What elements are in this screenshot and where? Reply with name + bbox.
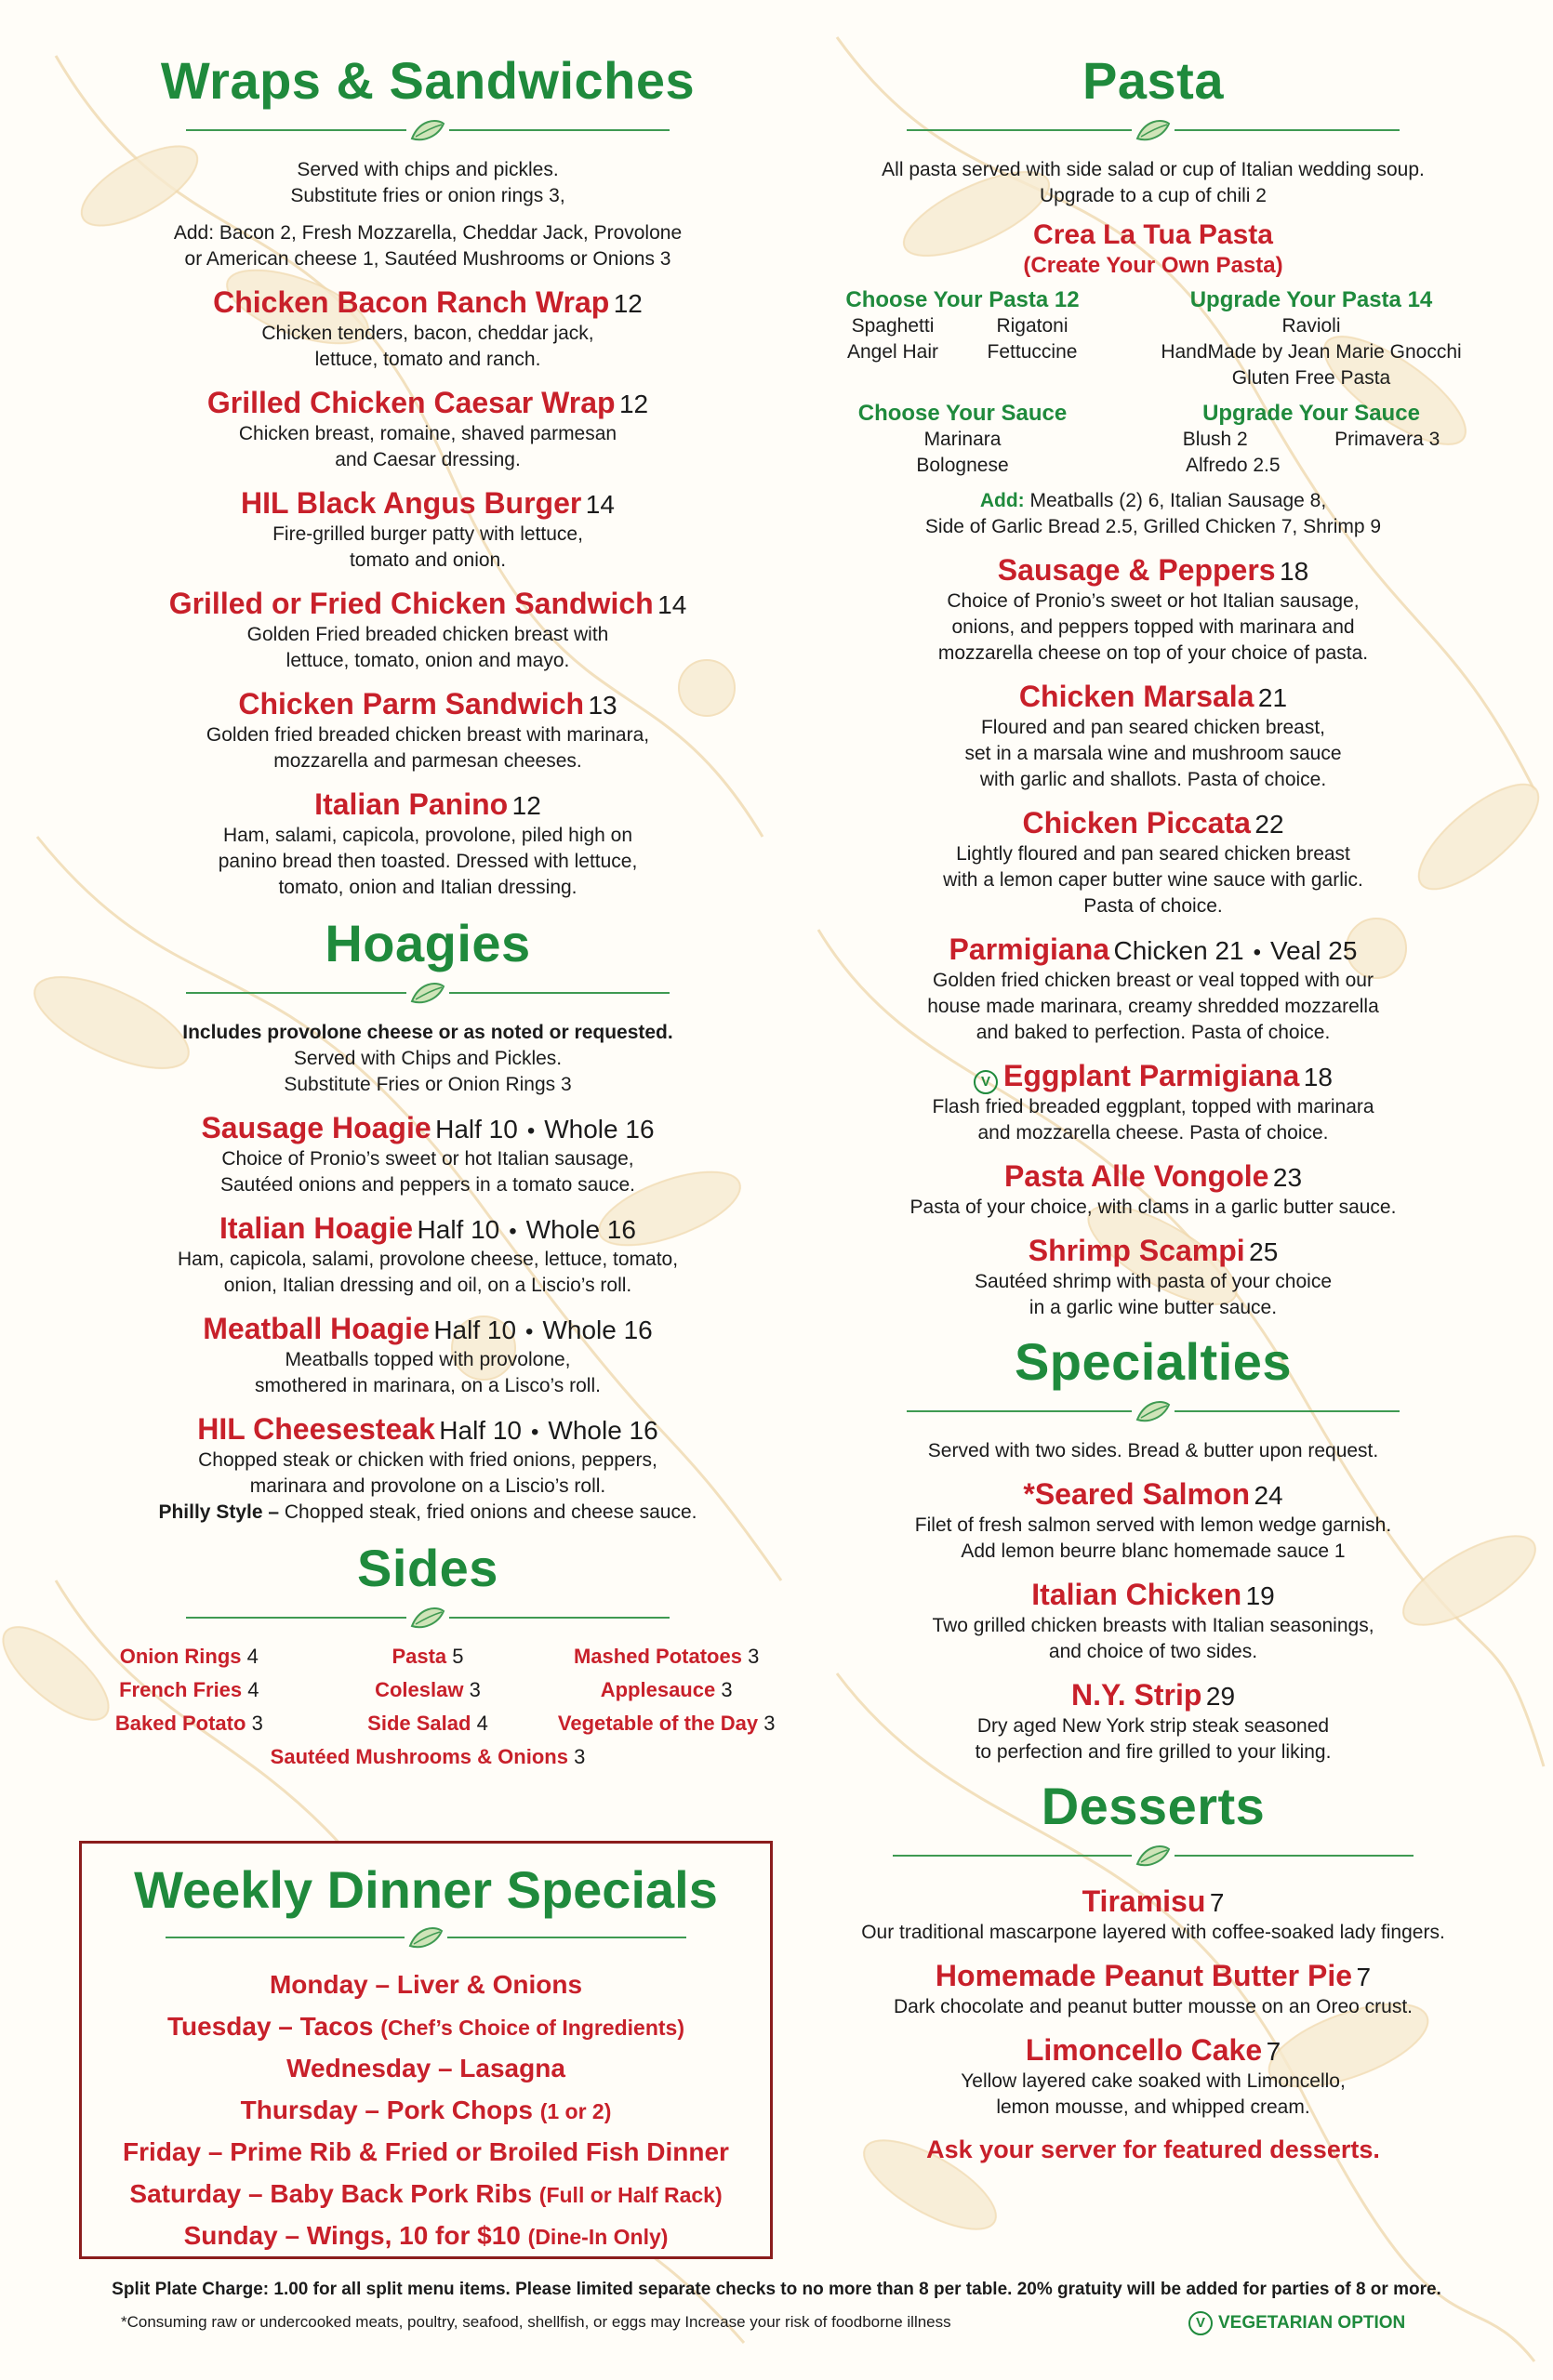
- menu-item: [70, 585, 786, 674]
- side-name: Side Salad: [367, 1712, 471, 1735]
- item-price: 12: [613, 289, 643, 318]
- side-name: Sautéed Mushrooms & Onions: [270, 1745, 568, 1768]
- menu-item: [823, 1157, 1483, 1221]
- side-name: Applesauce: [600, 1678, 716, 1701]
- item-desc: to perfection and fire grilled to your liking.: [975, 1741, 1332, 1763]
- vegetarian-label: VEGETARIAN OPTION: [1218, 2313, 1406, 2334]
- item-desc: Flash fried breaded eggplant, topped with marinara: [932, 1096, 1374, 1117]
- menu-item: [823, 1475, 1483, 1565]
- section-title-sides: Sides: [357, 1539, 498, 1597]
- wraps-section: [70, 51, 786, 901]
- weekly-day-note: (Dine-In Only): [527, 2225, 669, 2249]
- item-desc: Chicken tenders, bacon, cheddar jack,: [261, 323, 594, 344]
- item-desc: with garlic and shallots. Pasta of choice.: [979, 769, 1327, 790]
- upgrade-sauce-heading: Upgrade Your Sauce: [1202, 401, 1420, 426]
- item-desc: Choice of Pronio’s sweet or hot Italian sausage,: [947, 590, 1360, 612]
- weekly-day-main: Wednesday – Lasagna: [286, 2054, 565, 2082]
- pasta-section: [823, 51, 1483, 1321]
- sides-section: [70, 1539, 786, 1769]
- item-desc: set in a marsala wine and mushroom sauce: [964, 743, 1342, 764]
- weekly-day-main: Friday – Prime Rib & Fried or Broiled Fish Dinner: [123, 2137, 729, 2166]
- item-desc: Filet of fresh salmon served with lemon wedge garnish.: [914, 1514, 1392, 1536]
- item-desc: mozzarella and parmesan cheeses.: [273, 750, 582, 772]
- weekly-day-main: Sunday – Wings, 10 for $10: [183, 2221, 528, 2250]
- item-desc: and baked to perfection. Pasta of choice.: [976, 1022, 1331, 1043]
- bullet-separator: •: [509, 1219, 517, 1244]
- sides-grid: [70, 1645, 786, 1736]
- item-desc: Choice of Pronio’s sweet or hot Italian sausage,: [221, 1148, 634, 1170]
- item-desc: Lightly floured and pan seared chicken breast: [956, 843, 1350, 865]
- weekly-day-note: (1 or 2): [539, 2099, 612, 2123]
- sauce-option: Alfredo 2.5: [1186, 455, 1281, 476]
- item-price: 7: [1356, 1963, 1372, 1991]
- item-price: 29: [1205, 1682, 1236, 1711]
- leaf-icon: [406, 114, 449, 146]
- crea-subtitle: (Create Your Own Pasta): [1023, 253, 1283, 278]
- item-desc: tomato, onion and Italian dressing.: [278, 877, 577, 898]
- item-desc: smothered in marinara, on a Lisco’s roll.: [255, 1375, 601, 1396]
- specialties-section: [823, 1332, 1483, 1765]
- item-name: Eggplant Parmigiana: [1003, 1059, 1300, 1092]
- item-price-whole: Whole 16: [525, 1215, 636, 1244]
- item-price: 19: [1245, 1581, 1275, 1610]
- item-desc: Golden Fried breaded chicken breast with: [246, 624, 609, 645]
- choose-pasta-heading: Choose Your Pasta 12: [845, 287, 1080, 312]
- leaf-icon: [1132, 1840, 1175, 1871]
- desserts-note: Ask your server for featured desserts.: [926, 2135, 1380, 2163]
- item-price: 7: [1209, 1888, 1225, 1917]
- menu-item: [823, 1576, 1483, 1665]
- item-desc: Add lemon beurre blanc homemade sauce 1: [961, 1540, 1346, 1562]
- weekly-day-main: Tuesday – Tacos: [167, 2012, 381, 2041]
- section-title-wraps: Wraps & Sandwiches: [160, 51, 696, 110]
- item-name: Homemade Peanut Butter Pie: [935, 1959, 1353, 1992]
- pasta-option: Gluten Free Pasta: [1231, 367, 1391, 389]
- leaf-icon: [406, 1602, 449, 1633]
- item-name: Chicken Marsala: [1018, 680, 1254, 713]
- item-price-veal: Veal 25: [1270, 936, 1358, 965]
- philly-style-text: Chopped steak, fried onions and cheese sauce.: [279, 1501, 697, 1523]
- item-name: Chicken Piccata: [1022, 806, 1251, 840]
- vegetarian-icon: V: [1188, 2311, 1213, 2335]
- weekly-day: [82, 2006, 770, 2048]
- side-item: [70, 1678, 309, 1702]
- hoagies-intro-3: Substitute Fries or Onion Rings 3: [284, 1074, 572, 1095]
- side-item: [70, 1645, 309, 1669]
- side-item: [547, 1645, 786, 1669]
- philly-style-label: Philly Style –: [158, 1501, 280, 1523]
- sauce-option: Primavera 3: [1334, 429, 1440, 450]
- item-name: Grilled or Fried Chicken Sandwich: [168, 587, 654, 620]
- item-desc: Pasta of your choice, with clams in a garlic butter sauce.: [909, 1197, 1397, 1218]
- item-name: Italian Panino: [314, 787, 509, 821]
- pasta-option: Fettuccine: [987, 341, 1078, 363]
- item-desc: onions, and peppers topped with marinara and: [951, 616, 1355, 638]
- item-name: HIL Cheesesteak: [197, 1412, 435, 1446]
- menu-item: [823, 1232, 1483, 1321]
- item-desc: Dark chocolate and peanut butter mousse on an Oreo crust.: [894, 1996, 1413, 2017]
- item-desc: Chopped steak or chicken with fried onions, peppers,: [198, 1449, 657, 1471]
- right-column: [823, 51, 1483, 2164]
- item-name: Sausage & Peppers: [997, 553, 1276, 587]
- item-desc: tomato and onion.: [349, 549, 507, 571]
- item-desc: Our traditional mascarpone layered with coffee-soaked lady fingers.: [861, 1922, 1445, 1943]
- addons-text-2: Side of Garlic Bread 2.5, Grilled Chicken 7, Shrimp 9: [924, 516, 1382, 537]
- item-price: 14: [657, 590, 687, 619]
- menu-item: [70, 384, 786, 473]
- item-price: 21: [1257, 683, 1288, 712]
- menu-item: [70, 685, 786, 774]
- item-desc: lettuce, tomato, onion and mayo.: [285, 650, 570, 671]
- side-item: [547, 1712, 786, 1736]
- section-title-pasta: Pasta: [1082, 51, 1224, 110]
- leaf-icon: [1132, 1395, 1175, 1427]
- left-column: [70, 51, 786, 1769]
- footer-disclaimer: *Consuming raw or undercooked meats, poultry, seafood, shellfish, or eggs may Increase your risk of foodborne illness: [121, 2313, 951, 2331]
- item-name: Grilled Chicken Caesar Wrap: [206, 386, 616, 419]
- desserts-section: [823, 1777, 1483, 2164]
- menu-item: [823, 678, 1483, 793]
- upgrade-sauce-row: [1139, 427, 1483, 453]
- item-price: 24: [1254, 1481, 1283, 1510]
- item-desc: Sautéed shrimp with pasta of your choice: [974, 1271, 1333, 1292]
- side-name: French Fries: [119, 1678, 243, 1701]
- item-desc: lettuce, tomato and ranch.: [314, 349, 541, 370]
- upgrade-sauce-block: [1139, 401, 1483, 479]
- pasta-option: Angel Hair: [846, 341, 939, 363]
- item-desc: onion, Italian dressing and oil, on a Liscio’s roll.: [223, 1275, 632, 1296]
- pasta-option: Rigatoni: [996, 315, 1069, 337]
- choose-pasta-list: [823, 313, 1102, 365]
- side-name: Vegetable of the Day: [557, 1712, 759, 1735]
- choose-upgrade-pasta: [823, 287, 1483, 391]
- item-desc: Dry aged New York strip steak seasoned: [976, 1715, 1330, 1737]
- side-price: 5: [452, 1645, 464, 1668]
- item-desc: Yellow layered cake soaked with Limoncello,: [961, 2070, 1346, 2092]
- upgrade-pasta-block: [1139, 287, 1483, 391]
- item-desc: Pasta of choice.: [1083, 895, 1223, 917]
- footer-policy: Split Plate Charge: 1.00 for all split menu items. Please limited separate checks to no more than 8 per table. 20% gratuity will be added for parties of 8 or more.: [112, 2280, 1441, 2299]
- section-divider: [907, 114, 1400, 146]
- item-name: Chicken Parm Sandwich: [238, 687, 585, 721]
- item-desc: and mozzarella cheese. Pasta of choice.: [977, 1122, 1329, 1144]
- side-price: 4: [246, 1645, 259, 1668]
- side-name: Mashed Potatoes: [574, 1645, 742, 1668]
- sauce-option: Blush 2: [1182, 429, 1248, 450]
- leaf-icon: [1132, 114, 1175, 146]
- section-divider: [186, 114, 670, 146]
- pasta-option: Spaghetti: [851, 315, 935, 337]
- item-price: 18: [1303, 1063, 1333, 1091]
- menu-item: [70, 786, 786, 901]
- side-price: 4: [476, 1712, 488, 1735]
- menu-item: [823, 804, 1483, 919]
- item-desc: marinara and provolone on a Liscio’s roll.: [249, 1475, 606, 1497]
- item-desc: Chicken breast, romaine, shaved parmesan: [238, 423, 617, 444]
- weekly-day: [82, 2090, 770, 2132]
- item-price: 7: [1266, 2037, 1281, 2066]
- item-name: Sausage Hoagie: [201, 1111, 431, 1144]
- menu-item: [70, 1210, 786, 1299]
- pasta-option: Ravioli: [1281, 315, 1341, 337]
- item-desc: Floured and pan seared chicken breast,: [980, 717, 1326, 738]
- item-desc: Two grilled chicken breasts with Italian seasonings,: [932, 1615, 1374, 1636]
- item-name: Italian Hoagie: [219, 1211, 414, 1245]
- side-name: Onion Rings: [119, 1645, 242, 1668]
- menu-item: [70, 1109, 786, 1198]
- item-price: 18: [1280, 557, 1309, 586]
- item-name: Chicken Bacon Ranch Wrap: [213, 285, 610, 319]
- item-name: Parmigiana: [949, 932, 1110, 966]
- section-divider: [186, 1602, 670, 1633]
- menu-item: [823, 1883, 1483, 1946]
- item-name: Italian Chicken: [1031, 1578, 1242, 1611]
- hoagies-intro-2: Served with Chips and Pickles.: [293, 1048, 563, 1069]
- item-desc: Golden fried chicken breast or veal topped with our: [933, 970, 1374, 991]
- item-desc: Ham, capicola, salami, provolone cheese, lettuce, tomato,: [177, 1249, 679, 1270]
- item-desc: Golden fried breaded chicken breast with marinara,: [206, 724, 650, 746]
- weekly-day-note: (Full or Half Rack): [538, 2183, 723, 2207]
- item-price: 22: [1254, 810, 1284, 839]
- weekly-day-main: Saturday – Baby Back Pork Ribs: [129, 2179, 539, 2208]
- menu-item: [823, 551, 1483, 667]
- item-desc: Ham, salami, capicola, provolone, piled high on: [222, 825, 633, 846]
- item-desc: and choice of two sides.: [1048, 1641, 1258, 1662]
- side-item: [70, 1745, 786, 1769]
- pasta-option: HandMade by Jean Marie Gnocchi: [1161, 341, 1462, 363]
- item-desc: Meatballs topped with provolone,: [285, 1349, 571, 1370]
- weekly-day: [82, 1964, 770, 2006]
- bullet-separator: •: [525, 1319, 534, 1344]
- weekly-day-note: (Chef’s Choice of Ingredients): [380, 2016, 684, 2040]
- menu-item: [823, 1957, 1483, 2020]
- side-price: 3: [574, 1745, 586, 1768]
- sauce-option: Bolognese: [916, 455, 1009, 476]
- side-price: 3: [748, 1645, 760, 1668]
- bullet-separator: •: [526, 1118, 536, 1144]
- side-price: 3: [251, 1712, 263, 1735]
- side-item: [309, 1645, 548, 1669]
- side-name: Baked Potato: [114, 1712, 246, 1735]
- section-divider: [186, 977, 670, 1009]
- menu-item: [823, 1676, 1483, 1765]
- item-desc: and Caesar dressing.: [335, 449, 521, 470]
- item-desc: Sautéed onions and peppers in a tomato sauce.: [220, 1174, 635, 1196]
- wraps-intro-4: or American cheese 1, Sautéed Mushrooms or Onions 3: [184, 248, 671, 270]
- menu-item: [823, 931, 1483, 1046]
- item-price: 14: [585, 490, 615, 519]
- vegetarian-icon: V: [974, 1070, 998, 1094]
- section-title-specialties: Specialties: [1014, 1332, 1293, 1391]
- item-price-half: Half 10: [433, 1316, 517, 1344]
- section-title-desserts: Desserts: [1041, 1777, 1266, 1835]
- section-divider: [166, 1922, 686, 1953]
- item-price-half: Half 10: [417, 1215, 500, 1244]
- side-item: [309, 1712, 548, 1736]
- weekly-day: [82, 2048, 770, 2090]
- item-price-whole: Whole 16: [544, 1115, 655, 1144]
- item-name: Shrimp Scampi: [1028, 1234, 1245, 1267]
- choose-sauce-block: [823, 401, 1102, 479]
- side-item: [547, 1678, 786, 1702]
- side-price: 3: [469, 1678, 481, 1701]
- leaf-icon: [405, 1922, 447, 1953]
- item-desc: Fire-grilled burger patty with lettuce,: [272, 523, 583, 545]
- item-price-half: Half 10: [439, 1416, 522, 1445]
- upgrade-pasta-heading: Upgrade Your Pasta 14: [1189, 287, 1433, 312]
- section-divider: [893, 1840, 1414, 1871]
- crea-title: Crea La Tua Pasta: [1033, 219, 1273, 250]
- item-name: Limoncello Cake: [1025, 2033, 1263, 2067]
- item-price: 12: [618, 390, 649, 418]
- vegetarian-legend: [1188, 2311, 1405, 2335]
- wraps-intro-3: Add: Bacon 2, Fresh Mozzarella, Cheddar Jack, Provolone: [173, 222, 683, 244]
- item-name: N.Y. Strip: [1070, 1678, 1202, 1712]
- side-price: 3: [721, 1678, 733, 1701]
- menu-item: [70, 1310, 786, 1399]
- item-price: 13: [588, 691, 617, 720]
- item-price-whole: Whole 16: [548, 1416, 658, 1445]
- pasta-intro-1: All pasta served with side salad or cup of Italian wedding soup.: [882, 159, 1425, 180]
- hoagies-section: [70, 914, 786, 1526]
- item-price-chicken: Chicken 21: [1113, 936, 1244, 965]
- section-title-weekly: Weekly Dinner Specials: [134, 1860, 718, 1919]
- item-price: 12: [511, 791, 541, 820]
- side-name: Pasta: [392, 1645, 447, 1668]
- item-desc: mozzarella cheese on top of your choice of pasta.: [937, 642, 1369, 664]
- philly-style-note: [70, 1500, 786, 1526]
- item-name: HIL Black Angus Burger: [241, 486, 582, 520]
- leaf-icon: [406, 977, 449, 1009]
- bullet-separator: •: [1253, 940, 1262, 965]
- item-name: Tiramisu: [1082, 1884, 1206, 1918]
- side-item: [309, 1678, 548, 1702]
- choose-sauce-heading: Choose Your Sauce: [857, 401, 1068, 426]
- side-name: Coleslaw: [375, 1678, 464, 1701]
- section-title-hoagies: Hoagies: [325, 914, 531, 972]
- side-item: [70, 1712, 309, 1736]
- specialties-intro: Served with two sides. Bread & butter upon request.: [927, 1440, 1379, 1461]
- section-divider: [907, 1395, 1400, 1427]
- weekly-specials-box: [79, 1841, 773, 2259]
- menu-item: [823, 1057, 1483, 1146]
- weekly-day-main: Thursday – Pork Chops: [240, 2096, 540, 2124]
- item-desc: in a garlic wine butter sauce.: [1029, 1297, 1278, 1318]
- menu-item: [70, 1410, 786, 1526]
- item-price: 25: [1249, 1237, 1279, 1266]
- weekly-day-main: Monday – Liver & Onions: [269, 1970, 583, 1999]
- item-price: 23: [1272, 1163, 1303, 1192]
- item-name: Meatball Hoagie: [203, 1312, 430, 1345]
- choose-pasta-block: [823, 287, 1102, 391]
- item-price-half: Half 10: [435, 1115, 518, 1144]
- pasta-intro-2: Upgrade to a cup of chili 2: [1040, 185, 1267, 206]
- bullet-separator: •: [531, 1420, 539, 1445]
- weekly-day: [82, 2132, 770, 2174]
- wraps-intro-1: Served with chips and pickles.: [297, 159, 559, 180]
- item-price-whole: Whole 16: [542, 1316, 653, 1344]
- side-price: 4: [247, 1678, 259, 1701]
- wraps-intro-2: Substitute fries or onion rings 3,: [290, 185, 565, 206]
- weekly-day: [82, 2174, 770, 2215]
- sauce-option: Marinara: [923, 429, 1002, 450]
- item-name: Pasta Alle Vongole: [1003, 1159, 1269, 1193]
- addons-text-1: Meatballs (2) 6, Italian Sausage 8,: [1024, 490, 1327, 511]
- item-desc: with a lemon caper butter wine sauce with garlic.: [943, 869, 1363, 891]
- menu-item: [70, 484, 786, 574]
- choose-upgrade-sauce: [823, 401, 1483, 479]
- item-name: *Seared Salmon: [1023, 1477, 1251, 1511]
- menu-item: [70, 284, 786, 373]
- item-desc: lemon mousse, and whipped cream.: [996, 2096, 1310, 2118]
- menu-item: [823, 2031, 1483, 2121]
- item-desc: house made marinara, creamy shredded mozzarella: [927, 996, 1379, 1017]
- pasta-addons: [823, 488, 1483, 514]
- weekly-day: [82, 2215, 770, 2257]
- item-desc: panino bread then toasted. Dressed with lettuce,: [218, 851, 638, 872]
- side-price: 3: [763, 1712, 776, 1735]
- hoagies-intro-1: Includes provolone cheese or as noted or requested.: [182, 1022, 673, 1043]
- addons-label: Add:: [979, 490, 1025, 511]
